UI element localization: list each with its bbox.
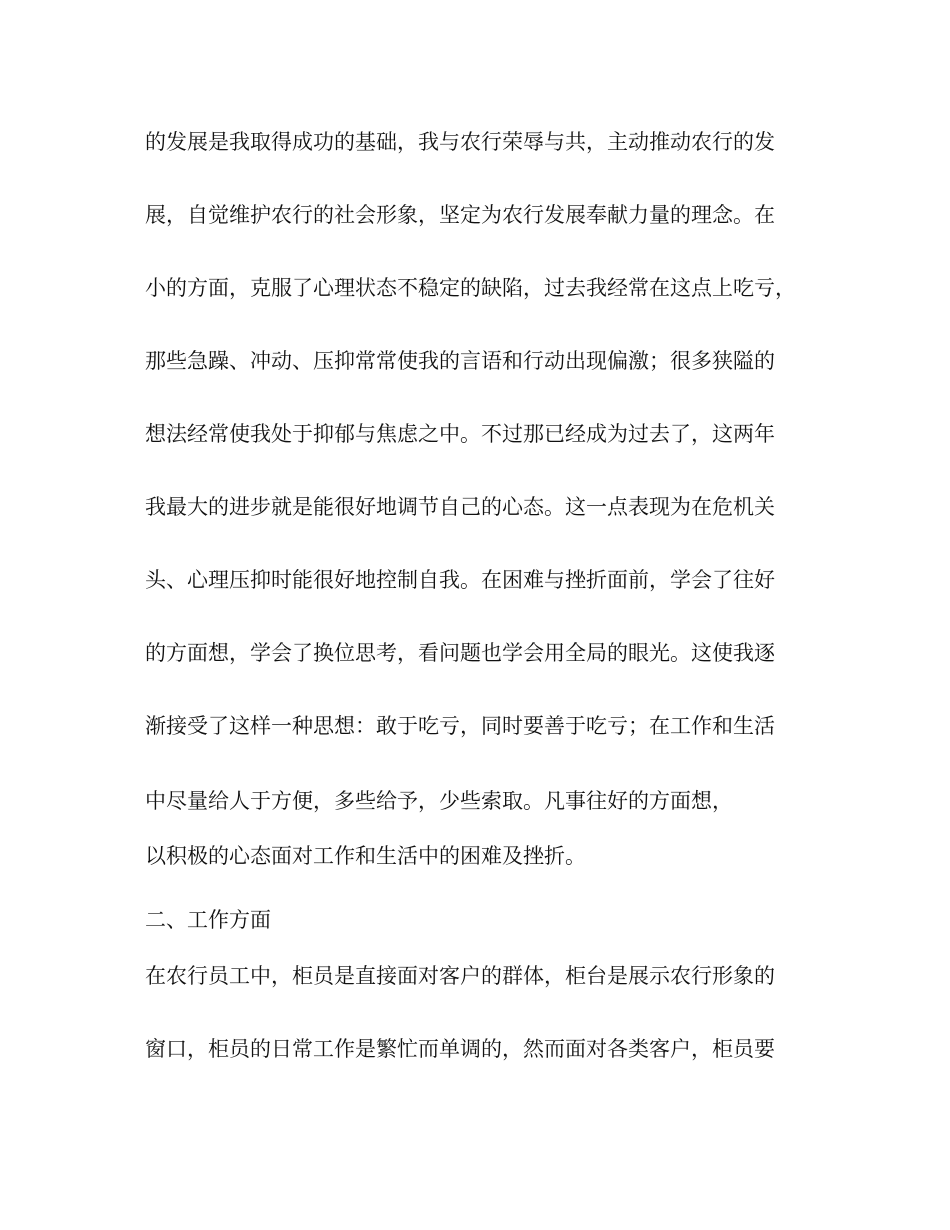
- body-text-line: 窗口，柜员的日常工作是繁忙而单调的，然而面对各类客户，柜员要: [145, 1037, 775, 1061]
- body-text-line: 中尽量给人于方便，多些给予，少些索取。凡事往好的方面想，: [145, 789, 733, 813]
- body-text-line: 以积极的心态面对工作和生活中的困难及挫折。: [145, 844, 586, 868]
- section-heading: 二、工作方面: [145, 908, 271, 932]
- body-text-line: 我最大的进步就是能很好地调节自己的心态。这一点表现为在危机关: [145, 495, 775, 519]
- body-text-line: 小的方面，克服了心理状态不稳定的缺陷，过去我经常在这点上吃亏，: [145, 276, 796, 300]
- body-text-line: 头、心理压抑时能很好地控制自我。在困难与挫折面前，学会了往好: [145, 568, 775, 592]
- body-text-line: 想法经常使我处于抑郁与焦虑之中。不过那已经成为过去了，这两年: [145, 422, 775, 446]
- body-text-line: 在农行员工中，柜员是直接面对客户的群体，柜台是展示农行形象的: [145, 964, 775, 988]
- body-text-line: 渐接受了这样一种思想：敢于吃亏，同时要善于吃亏；在工作和生活: [145, 714, 775, 738]
- body-text-line: 那些急躁、冲动、压抑常常使我的言语和行动出现偏激；很多狭隘的: [145, 349, 775, 373]
- body-text-line: 的方面想，学会了换位思考，看问题也学会用全局的眼光。这使我逐: [145, 641, 775, 665]
- body-text-line: 展，自觉维护农行的社会形象，坚定为农行发展奉献力量的理念。在: [145, 203, 775, 227]
- body-text-line: 的发展是我取得成功的基础，我与农行荣辱与共，主动推动农行的发: [145, 130, 775, 154]
